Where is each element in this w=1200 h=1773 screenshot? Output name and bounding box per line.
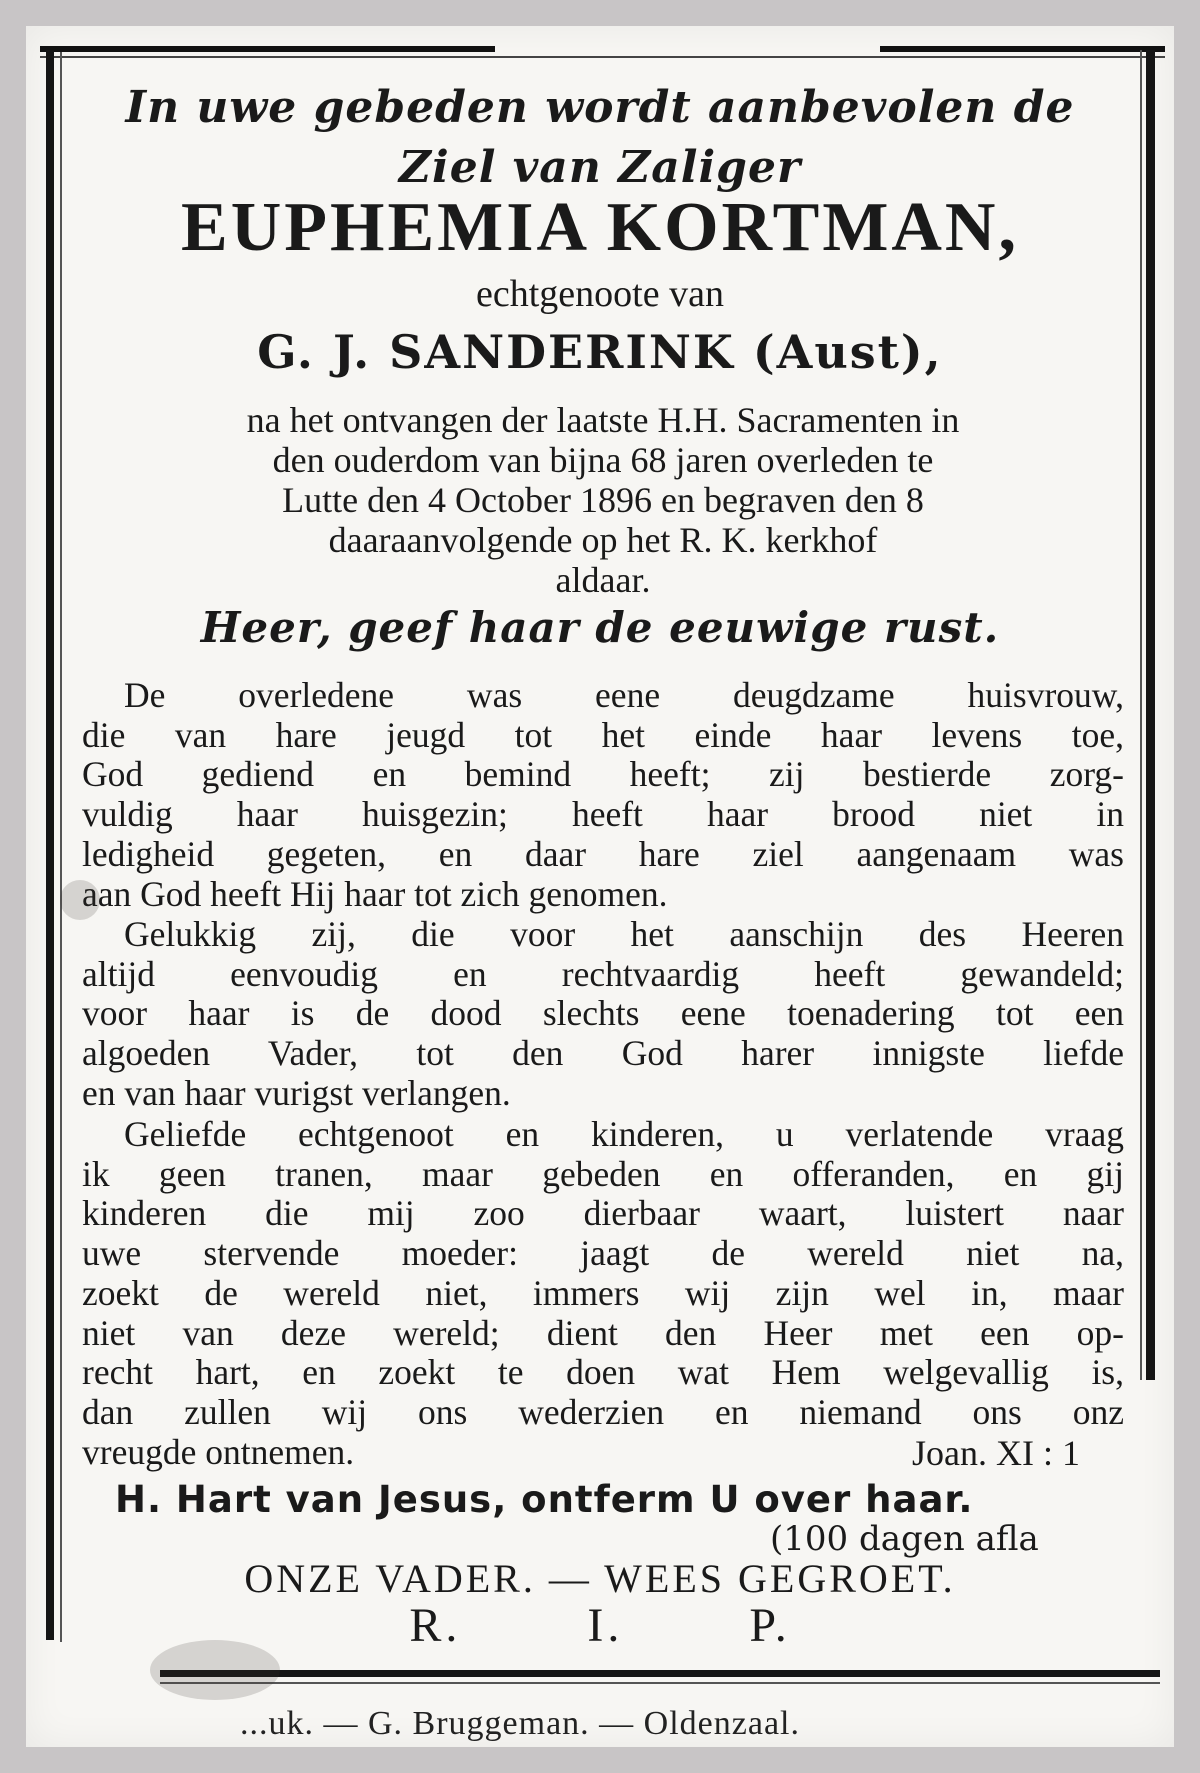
paragraph-line: vreugde ontnemen. [82, 1431, 355, 1472]
spouse-name: G. J. SANDERINK (Aust), [257, 325, 943, 379]
intro-text [0, 78, 1200, 198]
rip: R. I. P. [409, 1599, 791, 1652]
paragraph-line: uwe stervende moeder: jaagt de wereld niet na, [82, 1233, 1124, 1274]
paragraph-farewell [82, 1115, 1124, 1472]
paragraph-line: Gelukkig zij, die voor het aanschijn des Heeren [124, 914, 1124, 954]
paragraph-blessed [82, 915, 1124, 1114]
details-line: Lutte den 4 October 1896 en begraven den 8 [282, 480, 924, 520]
paragraph-line: ik geen tranen, maar gebeden en offeranden, en gij [82, 1153, 1124, 1194]
frame-border-bottom [160, 1670, 1160, 1677]
paragraph-line: God gediend en bemind heeft; zij bestierde zorg- [82, 754, 1124, 795]
details-line: den ouderdom van bijna 68 jaren overleden te [272, 440, 934, 480]
paragraph-line: en van haar vurigst verlangen. [82, 1072, 511, 1113]
paragraph-line: recht hart, en zoekt te doen wat Hem welgevallig is, [82, 1352, 1124, 1393]
paragraph-line: De overledene was eene deugdzame huisvrouw, [124, 675, 1124, 715]
paragraph-line: kinderen die mij zoo dierbaar waart, luistert naar [82, 1193, 1124, 1234]
paper-stain [60, 880, 100, 920]
details-line: na het ontvangen der laatste H.H. Sacramenten in [246, 400, 960, 440]
frame-border-bottom-thin [160, 1682, 1160, 1684]
intro-line-2: Ziel van Zaliger [398, 142, 802, 193]
closing-prayers: ONZE VADER. — WEES GEGROET. [244, 1556, 956, 1601]
spouse-intro: echtgenoote van [476, 273, 724, 315]
scripture-reference: Joan. XI : 1 [912, 1433, 1080, 1473]
paragraph-line: niet van deze wereld; dient den Heer met een op- [82, 1312, 1124, 1353]
frame-border-top-thin [40, 56, 1165, 58]
frame-border-top-right [880, 46, 1165, 52]
paragraph-line: zoekt de wereld niet, immers wij zijn wel in, maar [82, 1272, 1124, 1313]
details-line: aldaar. [555, 560, 651, 600]
paragraph-line: ledigheid gegeten, en daar hare ziel aangenaam was [82, 833, 1124, 874]
deceased-name: EUPHEMIA KORTMAN, [181, 189, 1019, 266]
paper-stain [150, 1640, 280, 1700]
paragraph-line: algoeden Vader, tot den God harer innigste liefde [82, 1033, 1124, 1074]
paragraph-virtues [82, 676, 1124, 914]
paragraph-line: voor haar is de dood slechts eene toenadering tot een [82, 993, 1124, 1034]
indulgence-note: (100 dagen afla [770, 1519, 1039, 1559]
invocation: H. Hart van Jesus, ontferm U over haar. [115, 1478, 974, 1521]
paragraph-line: vuldig haar huisgezin; heeft haar brood niet in [82, 794, 1124, 835]
death-details [88, 400, 1118, 600]
paragraph-line: aan God heeft Hij haar tot zich genomen. [82, 873, 668, 914]
details-line: daaraanvolgende op het R. K. kerkhof [328, 520, 878, 560]
paragraph-line: altijd eenvoudig en rechtvaardig heeft gewandeld; [82, 953, 1124, 994]
paragraph-line: Geliefde echtgenoot en kinderen, u verlatende vraag [124, 1114, 1124, 1154]
intro-line-1: In uwe gebeden wordt aanbevolen de [125, 82, 1075, 133]
paragraph-line: die van hare jeugd tot het einde haar levens toe, [82, 714, 1124, 755]
printer-imprint: ...uk. — G. Bruggeman. — Oldenzaal. [240, 1705, 800, 1742]
paragraph-line: dan zullen wij ons wederzien en niemand ons onz [82, 1391, 1124, 1432]
rest-prayer: Heer, geef haar de eeuwige rust. [200, 603, 1000, 652]
frame-border-top [40, 46, 495, 52]
